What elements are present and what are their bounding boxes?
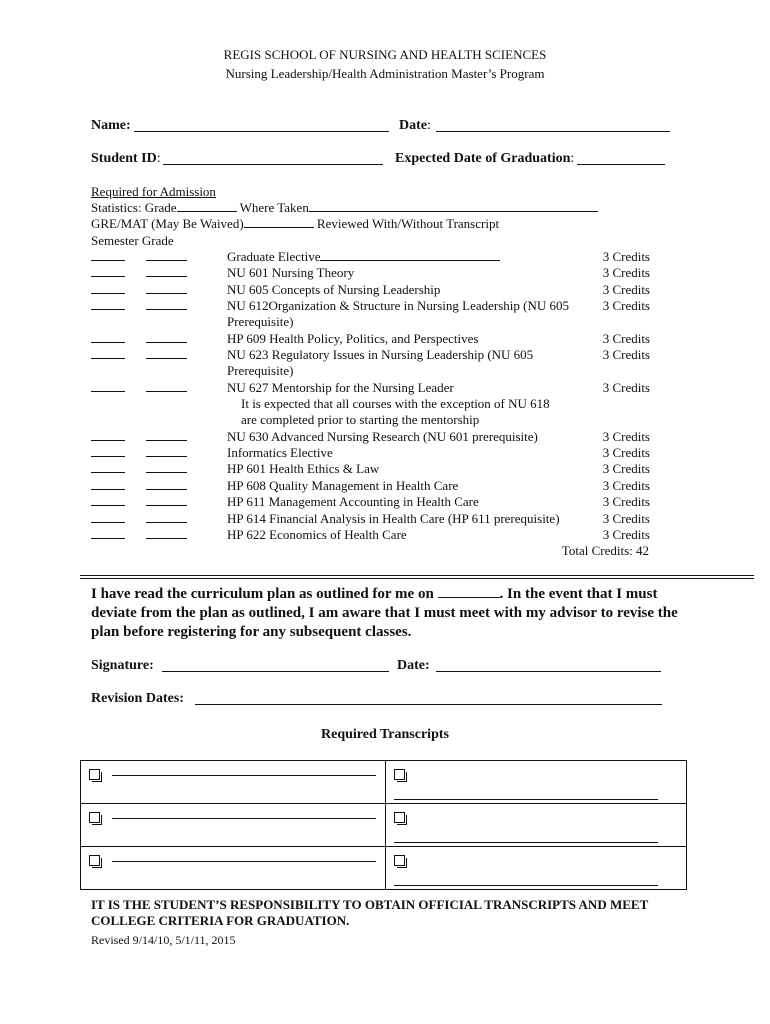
- course-credits: 3 Credits: [602, 282, 650, 297]
- table-row: [81, 761, 687, 804]
- course-row: [0, 298, 770, 314]
- course-credits: 3 Credits: [602, 429, 650, 444]
- course-name: HP 609 Health Policy, Politics, and Perspectives: [227, 331, 479, 346]
- semester-field[interactable]: [91, 293, 125, 294]
- elective-field[interactable]: [320, 249, 500, 261]
- course-name: HP 601 Health Ethics & Law: [227, 461, 380, 476]
- student-id-field[interactable]: [163, 152, 383, 165]
- transcripts-table: [80, 760, 687, 890]
- semester-field[interactable]: [91, 440, 125, 441]
- course-credits: 3 Credits: [602, 380, 650, 395]
- semester-field[interactable]: [91, 309, 125, 310]
- semester-field[interactable]: [91, 538, 125, 539]
- grade-field[interactable]: [146, 538, 187, 539]
- transcript-field[interactable]: [394, 832, 658, 843]
- signature-date-label: Date:: [397, 658, 430, 673]
- transcript-cell: [81, 804, 386, 847]
- course-credits: 3 Credits: [602, 347, 650, 362]
- semester-field[interactable]: [91, 276, 125, 277]
- grade-field[interactable]: [146, 276, 187, 277]
- grade-field[interactable]: [146, 391, 187, 392]
- revision-dates-field[interactable]: [195, 692, 662, 705]
- course-name: NU 627 Mentorship for the Nursing Leader: [227, 380, 454, 395]
- semester-field[interactable]: [91, 472, 125, 473]
- transcript-cell: [386, 804, 687, 847]
- checkbox-icon[interactable]: [394, 769, 405, 780]
- transcript-field[interactable]: [112, 765, 376, 776]
- course-row: [0, 445, 770, 461]
- gre-field[interactable]: [244, 216, 314, 228]
- course-credits: 3 Credits: [602, 249, 650, 264]
- course-name: HP 611 Management Accounting in Health Care: [227, 494, 479, 509]
- checkbox-icon[interactable]: [394, 855, 405, 866]
- semester-field[interactable]: [91, 456, 125, 457]
- school-title: REGIS SCHOOL OF NURSING AND HEALTH SCIENCES: [223, 47, 547, 62]
- transcript-cell: [386, 761, 687, 804]
- transcript-cell: [386, 847, 687, 890]
- total-credits: Total Credits: 42: [561, 543, 649, 558]
- course-row: [0, 265, 770, 281]
- admission-heading: Required for Admission: [91, 184, 216, 199]
- course-name: Graduate Elective: [227, 249, 597, 265]
- semester-field[interactable]: [91, 505, 125, 506]
- course-row: [0, 461, 770, 477]
- course-row: [0, 478, 770, 494]
- divider-top: [80, 575, 754, 576]
- grade-field[interactable]: [146, 342, 187, 343]
- grade-field[interactable]: [146, 260, 187, 261]
- course-credits: 3 Credits: [602, 298, 650, 313]
- date-field[interactable]: [436, 119, 670, 132]
- grade-field[interactable]: [146, 440, 187, 441]
- course-credits: 3 Credits: [602, 265, 650, 280]
- semester-field[interactable]: [91, 260, 125, 261]
- course-credits: 3 Credits: [602, 478, 650, 493]
- grade-field[interactable]: [146, 309, 187, 310]
- mentorship-note-2: are completed prior to starting the mentorship: [241, 412, 480, 427]
- grade-field[interactable]: [146, 456, 187, 457]
- name-label: Name:: [91, 118, 131, 133]
- transcript-field[interactable]: [394, 789, 658, 800]
- course-continuation: Prerequisite): [227, 314, 294, 329]
- semester-field[interactable]: [91, 391, 125, 392]
- signature-label: Signature:: [91, 658, 154, 673]
- course-row: [0, 511, 770, 527]
- course-credits: 3 Credits: [602, 461, 650, 476]
- grade-field[interactable]: [146, 522, 187, 523]
- semester-field[interactable]: [91, 522, 125, 523]
- agreement-text: I have read the curriculum plan as outlined for me on . In the event that I must deviate from the plan as outlined, I am aware that I must meet with my advisor to revise the plan before registering for any subsequent classes.: [91, 586, 678, 640]
- program-title: Nursing Leadership/Health Administration Master’s Program: [225, 66, 545, 81]
- grade-field[interactable]: [146, 505, 187, 506]
- course-credits: 3 Credits: [602, 527, 650, 542]
- student-id-label: Student ID:: [91, 151, 161, 166]
- revised-note: Revised 9/14/10, 5/1/11, 2015: [91, 933, 236, 947]
- course-name: NU 630 Advanced Nursing Research (NU 601 prerequisite): [227, 429, 538, 444]
- course-name: HP 622 Economics of Health Care: [227, 527, 407, 542]
- semester-field[interactable]: [91, 358, 125, 359]
- course-credits: 3 Credits: [602, 494, 650, 509]
- mentorship-note-1: It is expected that all courses with the exception of NU 618: [241, 396, 550, 411]
- stats-grade-field[interactable]: [177, 200, 237, 212]
- table-row: [81, 804, 687, 847]
- course-name: NU 605 Concepts of Nursing Leadership: [227, 282, 441, 297]
- gre-line: GRE/MAT (May Be Waived) Reviewed With/Without Transcript: [91, 216, 500, 231]
- transcript-field[interactable]: [112, 808, 376, 819]
- checkbox-icon[interactable]: [89, 812, 100, 823]
- expected-grad-label: Expected Date of Graduation:: [395, 151, 575, 166]
- course-name: NU 601 Nursing Theory: [227, 265, 355, 280]
- transcript-field[interactable]: [112, 851, 376, 862]
- checkbox-icon[interactable]: [394, 812, 405, 823]
- course-name: HP 608 Quality Management in Health Care: [227, 478, 459, 493]
- statistics-line: Statistics: Grade Where Taken: [91, 200, 598, 216]
- course-row: [0, 527, 770, 543]
- course-row: [0, 494, 770, 510]
- semester-field[interactable]: [91, 342, 125, 343]
- divider-bottom: [80, 578, 754, 579]
- course-row: [0, 380, 770, 396]
- grade-field[interactable]: [146, 472, 187, 473]
- signature-date-field[interactable]: [436, 659, 661, 672]
- grade-field[interactable]: [146, 489, 187, 490]
- date-label: Date:: [399, 118, 431, 133]
- transcript-cell: [81, 847, 386, 890]
- grade-field[interactable]: [146, 358, 187, 359]
- semester-grade-header: Semester Grade: [91, 233, 174, 248]
- course-continuation: Prerequisite): [227, 363, 294, 378]
- revision-dates-label: Revision Dates:: [91, 691, 184, 706]
- course-name: HP 614 Financial Analysis in Health Care (HP 611 prerequisite): [227, 511, 560, 526]
- signature-field[interactable]: [162, 659, 389, 672]
- table-row: [81, 847, 687, 890]
- course-name: Informatics Elective: [227, 445, 333, 460]
- course-row: [0, 429, 770, 445]
- course-credits: 3 Credits: [602, 445, 650, 460]
- expected-grad-field[interactable]: [577, 152, 665, 165]
- transcripts-heading: Required Transcripts: [321, 727, 449, 742]
- transcript-field[interactable]: [394, 875, 658, 886]
- checkbox-icon[interactable]: [89, 769, 100, 780]
- curriculum-date-field[interactable]: [438, 585, 500, 598]
- stats-where-field[interactable]: [309, 200, 598, 212]
- name-field[interactable]: [134, 119, 389, 132]
- course-credits: 3 Credits: [602, 331, 650, 346]
- course-row: [0, 249, 770, 265]
- course-name: NU 623 Regulatory Issues in Nursing Leadership (NU 605: [227, 347, 534, 362]
- course-row: [0, 347, 770, 363]
- semester-field[interactable]: [91, 489, 125, 490]
- course-row: [0, 282, 770, 298]
- transcript-cell: [81, 761, 386, 804]
- course-credits: 3 Credits: [602, 511, 650, 526]
- course-row: [0, 331, 770, 347]
- checkbox-icon[interactable]: [89, 855, 100, 866]
- course-name: NU 612Organization & Structure in Nursing Leadership (NU 605: [227, 298, 570, 313]
- responsibility-notice: IT IS THE STUDENT’S RESPONSIBILITY TO OBTAIN OFFICIAL TRANSCRIPTS AND MEET COLLEGE CRITERIA FOR GRADUATION.: [91, 897, 649, 928]
- grade-field[interactable]: [146, 293, 187, 294]
